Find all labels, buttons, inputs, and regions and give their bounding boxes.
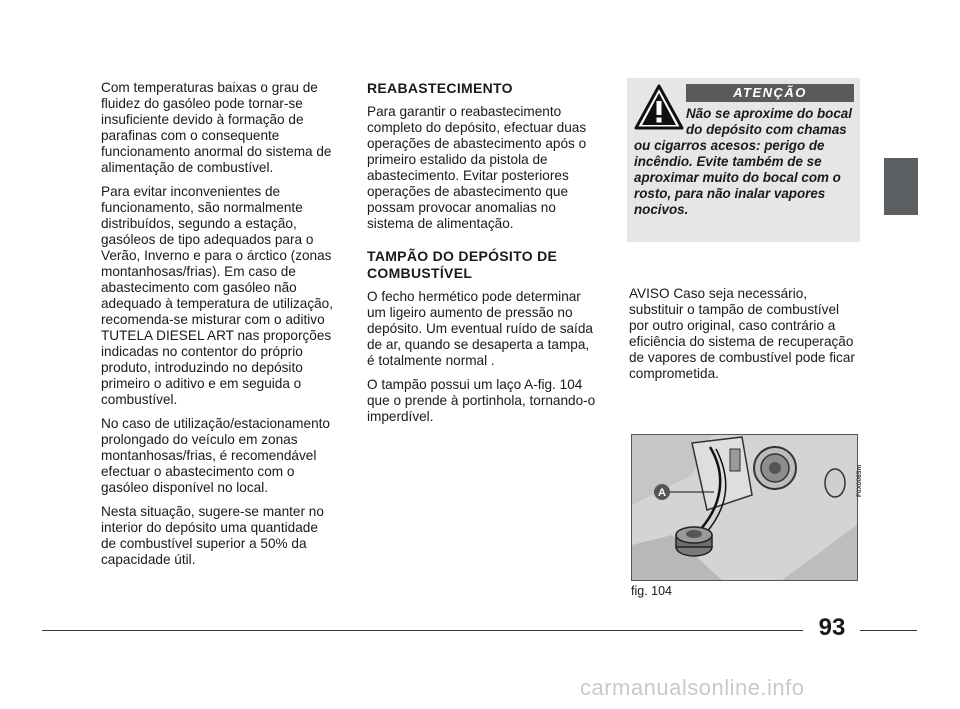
- fuel-cap-illustration: [632, 435, 857, 580]
- paragraph: O fecho hermético pode determinar um ligeiro aumento de pressão no depósito. Um eventual ruído de saída de ar, quando se desaperta a tampa, é totalmente normal .: [367, 289, 593, 368]
- watermark: carmanualsonline.info: [580, 675, 805, 700]
- paragraph: No caso de utilização/estacionamento prolongado do veículo em zonas montanhosas/frias, é recomendável efectuar o abastecimento com o gasóleo disponível no local.: [101, 416, 330, 495]
- section-heading-fuel-cap: TAMPÃO DO DEPÓSITO DE COMBUSTÍVEL: [367, 248, 558, 281]
- page-number: 93: [818, 614, 846, 641]
- paragraph: Para evitar inconvenientes de funcionamento, são normalmente distribuídos, segundo a estação, gasóleos de tipo adequados para o Verão, Inverno e para o árctico (zonas montanhosas/frias). Em caso de abastecimento com gasóleo não adequado à temperatura de utilização, recomenda-se misturar com o aditivo TUTELA DIESEL ART nas proporções indicadas no contentor do próprio produto, introduzindo no depósito primeiro o aditivo e em seguida o combustível.: [101, 184, 334, 407]
- paragraph: Nesta situação, sugere-se manter no interior do depósito uma quantidade de combustível superior a 50% da capacidade útil.: [101, 504, 324, 567]
- warning-header: ATENÇÃO: [686, 84, 854, 102]
- notice-paragraph: AVISO Caso seja necessário, substituir o tampão de combustível por outro original, caso contrário a eficiência do sistema de recuperação de vapores de combustível pode ficar comprometida.: [629, 286, 855, 381]
- section-heading-refuelling: REABASTECIMENTO: [367, 80, 513, 96]
- footer-rule-right: [860, 630, 917, 631]
- label-a: A: [658, 487, 666, 499]
- warning-box: [627, 78, 860, 242]
- text-column-2: [367, 80, 599, 433]
- footer-rule-left: [42, 630, 803, 631]
- figure-code: F0X0065m: [856, 464, 863, 497]
- chapter-tab: [884, 158, 918, 215]
- figure-fuel-cap: [631, 434, 858, 581]
- warning-text-block: [634, 106, 856, 218]
- text-column-1: [101, 80, 333, 576]
- figure-caption: fig. 104: [631, 584, 673, 598]
- warning-text: Não se aproxime do bocal do depósito com chamas ou cigarros acesos: perigo de incêndio. Evite também de se aproximar muito do bocal com o rosto, para não inalar vapores nocivos.: [634, 106, 852, 217]
- paragraph: Para garantir o reabastecimento completo do depósito, efectuar duas operações de abastecimento após o primeiro estalido da pistola de abastecimento. Evitar posteriores operações de abastecimento que possam provocar anomalias no sistema de alimentação.: [367, 104, 587, 231]
- text-column-3: [629, 286, 861, 390]
- paragraph: O tampão possui um laço A-fig. 104 que o prende à portinhola, tornando-o imperdível.: [367, 377, 596, 424]
- paragraph: Com temperaturas baixas o grau de fluidez do gasóleo pode tornar-se insuficiente devido à formação de parafinas com o consequente funcionamento anormal do sistema de alimentação de combustível.: [101, 80, 332, 175]
